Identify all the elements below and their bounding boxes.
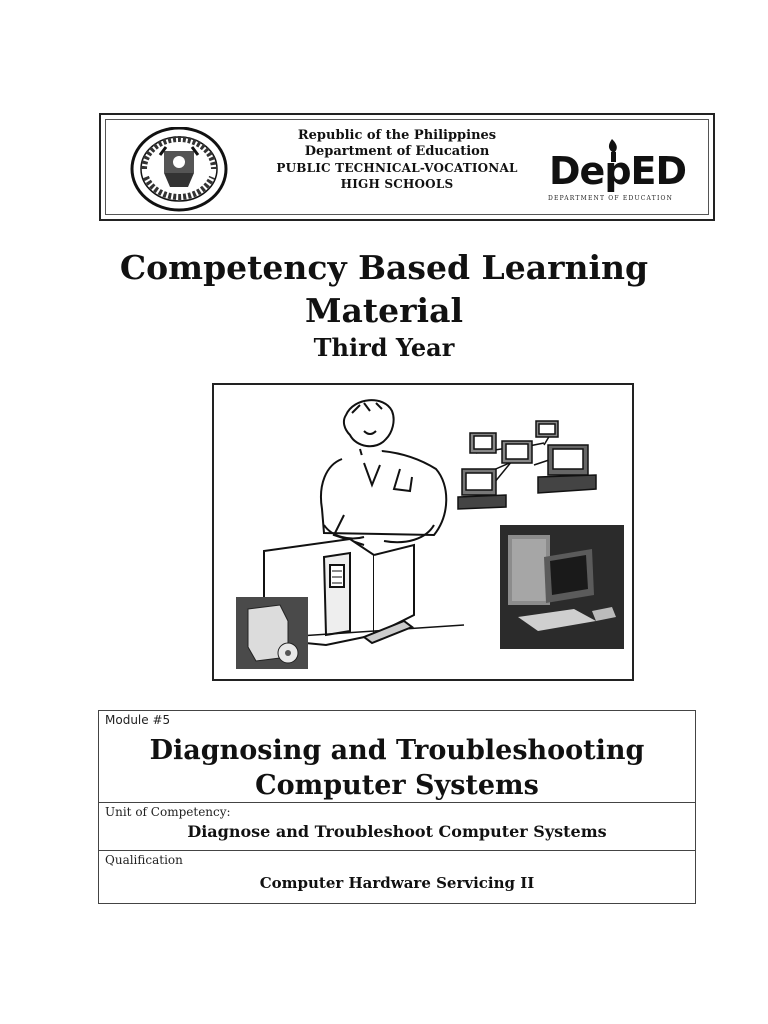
unit-of-competency-label: Unit of Competency:: [105, 805, 231, 819]
deped-logo-text: DepED: [549, 149, 687, 193]
document-subtitle: Third Year: [313, 333, 455, 362]
department-line: Department of Education: [304, 144, 490, 159]
qualification-label: Qualification: [105, 853, 183, 867]
qualification-row: [99, 851, 695, 903]
document-title-line2: Material: [305, 291, 463, 330]
module-row: [99, 711, 695, 803]
school-line: HIGH SCHOOLS: [340, 177, 454, 191]
header-banner: [99, 113, 715, 221]
organization-text: [266, 128, 528, 192]
school-type-line: PUBLIC TECHNICAL-VOCATIONAL: [276, 161, 518, 175]
deped-logo-subtext: DEPARTMENT OF EDUCATION: [548, 195, 674, 202]
module-info-table: [98, 710, 696, 904]
technician-illustration: [321, 400, 446, 545]
unit-of-competency-row: [99, 803, 695, 851]
software-box-image: [236, 597, 308, 669]
country-line: Republic of the Philippines: [297, 128, 497, 143]
workstation-photo: [500, 525, 624, 649]
document-title-line1: Competency Based Learning: [119, 248, 649, 287]
cover-illustration: [212, 383, 634, 681]
qualification-value: Computer Hardware Servicing II: [259, 874, 535, 892]
deped-seal-icon: [130, 127, 228, 212]
unit-of-competency-value: Diagnose and Troubleshoot Computer Systems: [187, 822, 607, 841]
module-title-line2: Computer Systems: [255, 770, 539, 801]
module-label: Module #5: [105, 713, 171, 727]
network-computers-illustration: [458, 421, 596, 509]
module-title-line1: Diagnosing and Troubleshooting: [149, 735, 645, 766]
